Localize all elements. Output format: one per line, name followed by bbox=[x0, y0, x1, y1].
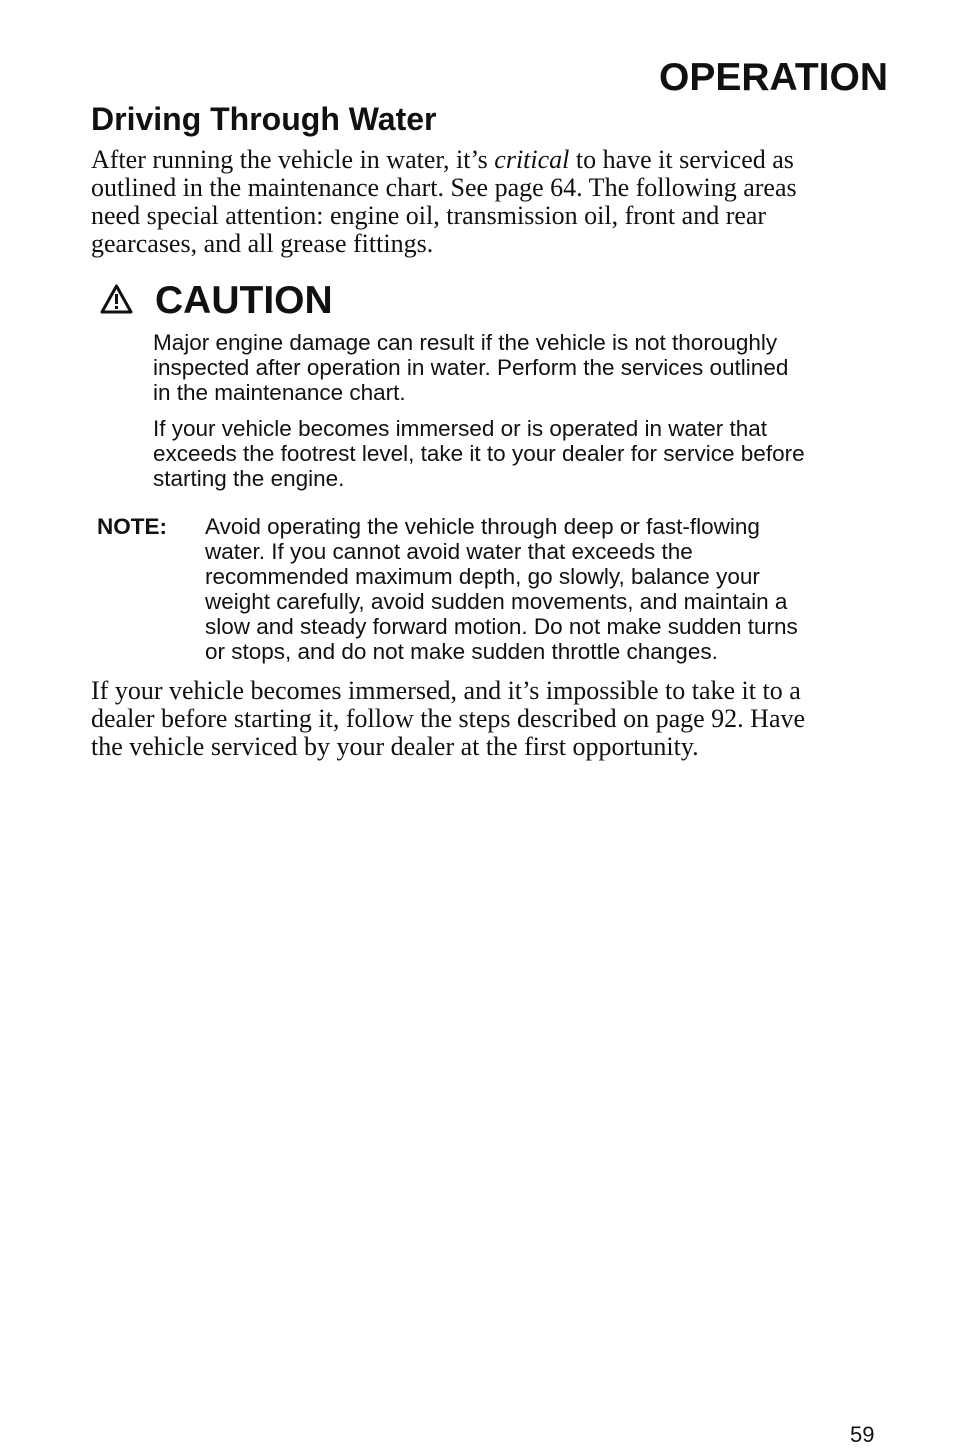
closing-line: the vehicle serviced by your dealer at the first opportunity. bbox=[91, 732, 699, 761]
warning-triangle-icon bbox=[100, 284, 133, 319]
note-line: recommended maximum depth, go slowly, balance your bbox=[205, 564, 760, 589]
intro-line: need special attention: engine oil, transmission oil, front and rear bbox=[91, 201, 767, 230]
caution-line: exceeds the footrest level, take it to your dealer for service before bbox=[153, 441, 805, 466]
intro-text: to have it serviced as bbox=[569, 145, 794, 174]
caution-line: Major engine damage can result if the vehicle is not thoroughly bbox=[153, 330, 778, 355]
caution-header bbox=[100, 279, 333, 323]
note-line: Avoid operating the vehicle through deep or fast-flowing bbox=[205, 514, 760, 539]
page-number: 59 bbox=[850, 1422, 875, 1447]
note-line: water. If you cannot avoid water that exceeds the bbox=[205, 539, 693, 564]
page-heading: Driving Through Water bbox=[91, 101, 437, 137]
closing-line: dealer before starting it, follow the steps described on page 92. Have bbox=[91, 704, 806, 733]
intro-line: outlined in the maintenance chart. See page 64. The following areas bbox=[91, 173, 797, 202]
caution-line: starting the engine. bbox=[153, 466, 345, 491]
caution-paragraph bbox=[153, 330, 788, 405]
note-line: slow and steady forward motion. Do not make sudden turns bbox=[205, 614, 798, 639]
caution-paragraph bbox=[153, 416, 805, 491]
note-line: or stops, and do not make sudden throttle changes. bbox=[205, 639, 718, 664]
caution-line: inspected after operation in water. Perform the services outlined bbox=[153, 355, 789, 380]
caution-line: in the maintenance chart. bbox=[153, 380, 406, 405]
intro-line: gearcases, and all grease fittings. bbox=[91, 229, 434, 258]
note-text bbox=[205, 514, 798, 664]
intro-paragraph bbox=[91, 146, 797, 258]
section-title: OPERATION bbox=[659, 56, 888, 99]
intro-line bbox=[91, 146, 797, 174]
intro-text: After running the vehicle in water, it’s bbox=[91, 145, 495, 174]
emphasis-critical: critical bbox=[494, 145, 570, 174]
note-label: NOTE: bbox=[97, 514, 167, 539]
closing-line: If your vehicle becomes immersed, and it’s impossible to take it to a bbox=[91, 676, 801, 705]
caution-line: If your vehicle becomes immersed or is operated in water that bbox=[153, 416, 768, 441]
closing-paragraph bbox=[91, 677, 805, 761]
caution-title: CAUTION bbox=[155, 279, 333, 322]
note-line: weight carefully, avoid sudden movements, and maintain a bbox=[205, 589, 788, 614]
